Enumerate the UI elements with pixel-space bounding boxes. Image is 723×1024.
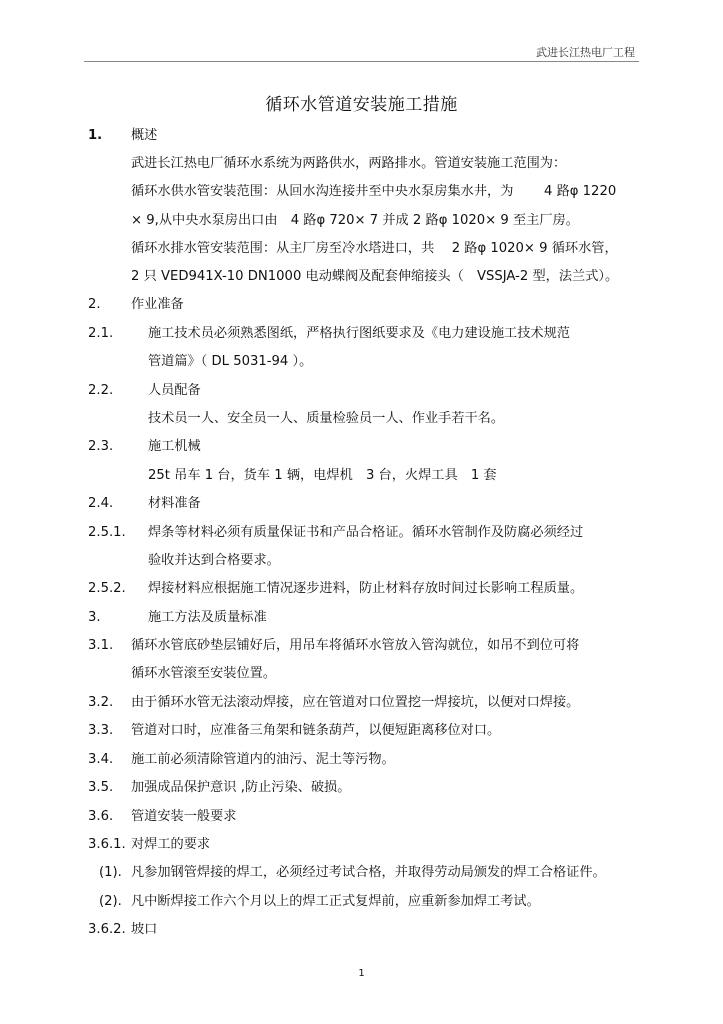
paragraph-line: 管道对口时，应准备三角架和链条葫芦，以便短距离移位对口。 xyxy=(131,723,501,738)
paragraph-line: 武进长江热电厂循环水系统为两路供水，两路排水。管道安装施工范围为： xyxy=(131,156,567,171)
paragraph-line: 循环水管滚至安装位置。 xyxy=(131,666,277,681)
header-divider xyxy=(84,61,639,62)
page-number: 1 xyxy=(358,968,365,979)
section-heading: 材料准备 xyxy=(148,496,201,511)
section-number: 3.6.1. xyxy=(88,837,126,852)
section-heading: 坡口 xyxy=(131,922,158,937)
section-number: 3.4. xyxy=(88,752,114,767)
section-number: 2.1. xyxy=(88,326,114,341)
section-number: 2.5.2. xyxy=(88,581,126,596)
paragraph-line: 验收并达到合格要求。 xyxy=(148,553,280,568)
paragraph-line: 焊接材料应根据施工情况逐步进料，防止材料存放时间过长影响工程质量。 xyxy=(148,581,584,596)
section-heading: 人员配备 xyxy=(148,383,201,398)
document-title: 循环水管道安装施工措施 xyxy=(265,95,458,115)
section-number: 2.5.1. xyxy=(88,525,126,540)
section-number: 1. xyxy=(88,128,103,143)
paragraph-line: 循环水排水管安装范围：从主厂房至冷水塔进口，共 2 路φ 1020× 9 循环水管， xyxy=(131,241,618,256)
paragraph-line: 施工前必须清除管道内的油污、泥土等污物。 xyxy=(131,752,395,767)
section-number: 3.5. xyxy=(88,780,114,795)
section-heading: 施工方法及质量标准 xyxy=(148,610,267,625)
section-number: 2. xyxy=(88,297,101,312)
section-number: 3.6.2. xyxy=(88,922,126,937)
section-number: 3.1. xyxy=(88,638,114,653)
section-number: 3. xyxy=(88,610,101,625)
paragraph-line: 施工技术员必须熟悉图纸，严格执行图纸要求及《电力建设施工技术规范 xyxy=(148,326,570,341)
paragraph-line: 焊条等材料必须有质量保证书和产品合格证。循环水管制作及防腐必须经过 xyxy=(148,525,584,540)
paragraph-line: 循环水供水管安装范围：从回水沟连接井至中央水泵房集水井，为 4 路φ 1220 xyxy=(131,184,617,199)
paragraph-line: 凡参加钢管焊接的焊工，必须经过考试合格，并取得劳动局颁发的焊工合格证件。 xyxy=(131,865,606,880)
item-number: (1). xyxy=(99,865,122,880)
paragraph-line: 由于循环水管无法滚动焊接，应在管道对口位置挖一焊接坑，以便对口焊接。 xyxy=(131,695,580,710)
paragraph-line: × 9,从中央水泵房出口由 4 路φ 720× 7 并成 2 路φ 1020× 9 至主厂房。 xyxy=(131,213,579,228)
section-heading: 对焊工的要求 xyxy=(131,837,211,852)
section-number: 3.2. xyxy=(88,695,114,710)
section-number: 3.6. xyxy=(88,809,114,824)
section-number: 2.2. xyxy=(88,383,114,398)
paragraph-line: 凡中断焊接工作六个月以上的焊工正式复焊前，应重新参加焊工考试。 xyxy=(131,894,540,909)
paragraph-line: 循环水管底砂垫层铺好后，用吊车将循环水管放入管沟就位，如吊不到位可将 xyxy=(131,638,580,653)
section-heading: 概述 xyxy=(131,128,158,143)
running-header: 武进长江热电厂工程 xyxy=(536,46,635,59)
paragraph-line: 2 只 VED941X-10 DN1000 电动蝶阀及配套伸缩接头（ VSSJA-2 型，法兰式）。 xyxy=(131,269,619,284)
paragraph-line: 25t 吊车 1 台，货车 1 辆，电焊机 3 台，火焊工具 1 套 xyxy=(148,468,497,483)
section-number: 3.3. xyxy=(88,723,114,738)
item-number: (2). xyxy=(99,894,122,909)
paragraph-line: 加强成品保护意识 ,防止污染、破损。 xyxy=(131,780,351,795)
section-heading: 作业准备 xyxy=(131,297,184,312)
paragraph-line: 技术员一人、安全员一人、质量检验员一人、作业手若干名。 xyxy=(148,411,505,426)
paragraph-line: 管道篇》（ DL 5031-94 ）。 xyxy=(148,354,313,369)
section-number: 2.3. xyxy=(88,439,114,454)
section-number: 2.4. xyxy=(88,496,114,511)
section-heading: 施工机械 xyxy=(148,439,201,454)
section-heading: 管道安装一般要求 xyxy=(131,809,237,824)
